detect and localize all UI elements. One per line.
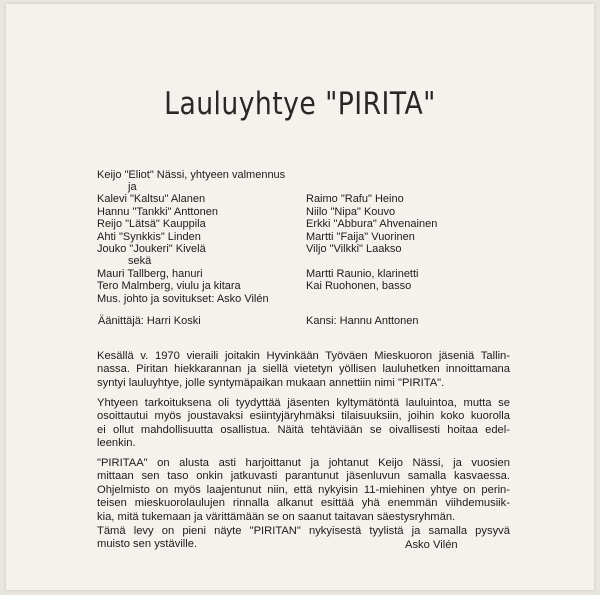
credit-left-line: sekä (128, 255, 152, 267)
cover-credit: Kansi: Hannu Anttonen (306, 315, 419, 327)
paragraph-line: muisto sen ystäville. (97, 538, 198, 551)
paragraph-line: mittaan sen taso onkin jatkuvasti parantunut jäsenluvun samalla kasvaessa. (97, 470, 510, 483)
credit-right-line: Viljo "Vilkki" Laakso (306, 243, 402, 255)
paragraph-line: Kesällä v. 1970 vieraili joitakin Hyvinkään Työväen Mieskuoron jäseniä Tallin- (97, 350, 510, 362)
paragraph-line: Yhtyeen tarkoituksena oli tyydyttää jäsenten kyltymätöntä lauluintoa, mutta se (97, 397, 510, 409)
recording-credit: Äänittäjä: Harri Koski (98, 315, 201, 327)
credit-right-line: Erkki "Abbura" Ahvenainen (306, 218, 438, 230)
paragraph-line: ei ollut mahdollisuutta osallistua. Näitä tehtäviään se oivallisesti hoitaa edel- (97, 423, 510, 436)
credit-left-line: Jouko "Joukeri" Kivelä (97, 243, 206, 255)
title: Lauluyhtye "PIRITA" (164, 86, 436, 122)
paragraph (97, 397, 510, 451)
paragraph-line: kia, mitä tukemaan ja värittämään se on saanut taitavan säestysryhmän. (97, 510, 456, 523)
credit-left-line: Mauri Tallberg, hanuri (97, 268, 203, 280)
paragraph (97, 457, 510, 524)
paragraph-line: syntyi lauluyhtye, jolle syntymäpaikan mukaan annettiin nimi "PIRITA". (97, 376, 445, 389)
paragraph (97, 350, 510, 390)
credit-left-line: Tero Malmberg, viulu ja kitara (97, 280, 241, 292)
paragraph-line: leenkin. (97, 437, 136, 450)
paragraph-line: Tämä levy on pieni näyte "PIRITAN" nykyisestä tyylistä ja samalla pysyvä (97, 525, 510, 537)
credit-left-line: ja (128, 181, 137, 193)
paragraph-line: teisen mieskuorolaulujen rinnalla alkanut esittää yhä enemmän viihdemusiik- (97, 497, 510, 510)
credit-left-line: Keijo "Eliot" Nässi, yhtyeen valmennus (97, 169, 286, 181)
credit-left-line: Mus. johto ja sovitukset: Asko Vilén (97, 293, 269, 305)
paragraph-line: nassa. Piritan hiekkarannan ja siellä vietetyn yöllisen lauluhetken innoittamana (97, 363, 510, 376)
credit-right-line: Niilo "Nipa" Kouvo (306, 206, 396, 218)
credit-left-line: Kalevi "Kaltsu" Alanen (97, 193, 206, 205)
credit-right-line: Martti "Faija" Vuorinen (306, 231, 415, 243)
paragraph-line: "PIRITAA" on alusta asti harjoittanut ja johtanut Keijo Nässi, ja vuosien (97, 457, 510, 469)
credit-left-line: Hannu "Tankki" Anttonen (97, 206, 218, 218)
signature: Asko Vilén (405, 539, 458, 551)
credit-right-line: Raimo "Rafu" Heino (306, 193, 404, 205)
credit-right-line: Martti Raunio, klarinetti (306, 268, 419, 280)
credit-right-line: Kai Ruohonen, basso (306, 280, 412, 292)
paragraph-line: Ohjelmisto on myös laajentunut niin, että nykyisin 11-miehinen yhtye on perin- (97, 483, 510, 496)
credit-left-line: Ahti "Synkkis" Linden (97, 231, 201, 243)
credit-left-line: Reijo "Lätsä" Kauppila (97, 218, 206, 230)
paragraph-line: osoittautui myös joustavaksi esiintyjäryhmäksi tilaisuuksiin, joihin koko kuorolla (97, 410, 510, 423)
